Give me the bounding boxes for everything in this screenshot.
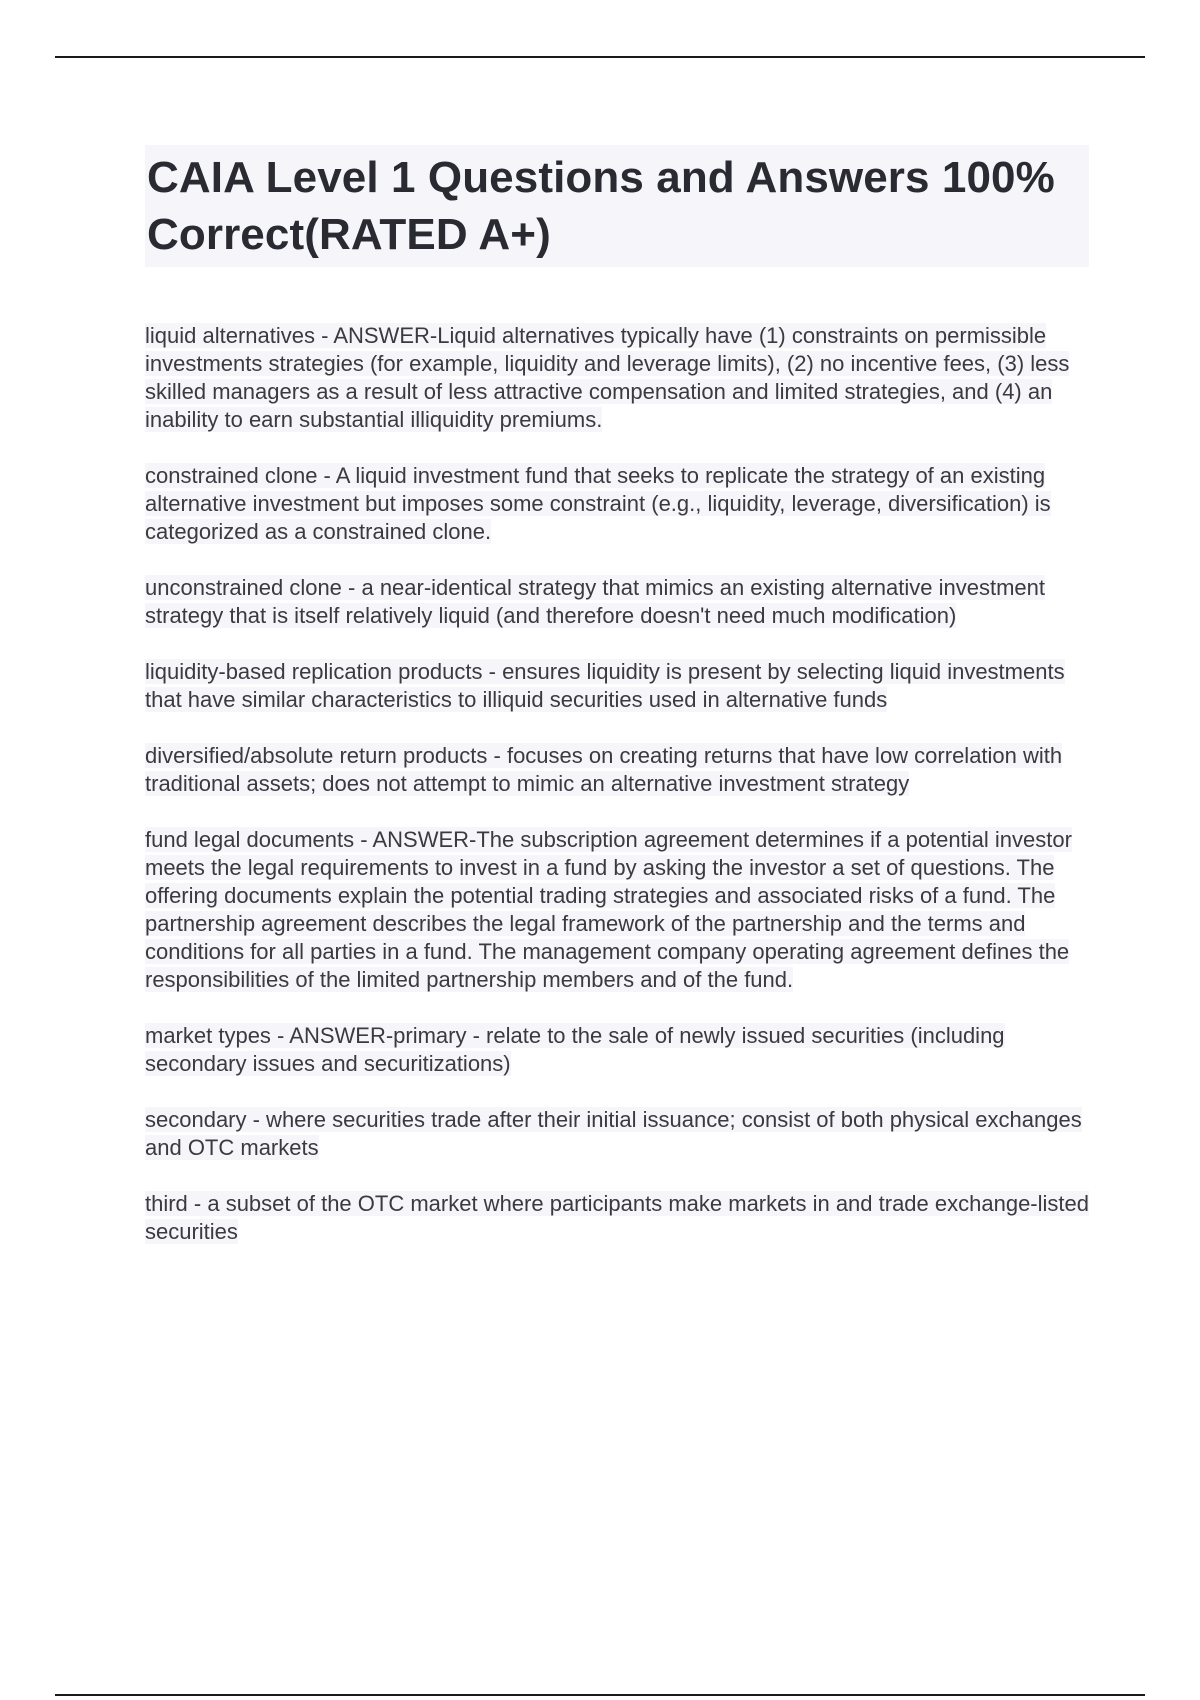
qa-entry-market-types — [145, 1022, 1089, 1078]
qa-entry-text: unconstrained clone - a near-identical strategy that mimics an existing alternative investment strategy that is itself relatively liquid (and therefore doesn't need much modification) — [145, 575, 1046, 628]
qa-entries — [145, 322, 1089, 1246]
qa-entry-constrained-clone — [145, 462, 1089, 546]
title-block — [145, 145, 1089, 267]
document-title: CAIA Level 1 Questions and Answers 100% Correct(RATED A+) — [147, 153, 1055, 259]
qa-entry-text: fund legal documents - ANSWER-The subscription agreement determines if a potential investor meets the legal requirements to invest in a fund by asking the investor a set of questions. The offering documents explain the potential trading strategies and associated risks of a fund. The partnership agreement describes the legal framework of the partnership and the terms and conditions for all parties in a fund. The management company operating agreement defines the responsibilities of the limited partnership members and of the fund. — [145, 827, 1072, 992]
header-rule — [55, 56, 1145, 58]
qa-entry-liquidity-based-replication — [145, 658, 1089, 714]
footer-rule — [55, 1694, 1145, 1696]
qa-entry-text: constrained clone - A liquid investment fund that seeks to replicate the strategy of an existing alternative investment but imposes some constraint (e.g., liquidity, leverage, diversification) is categorized as a constrained clone. — [145, 463, 1051, 544]
qa-entry-diversified-absolute-return — [145, 742, 1089, 798]
qa-entry-text: liquidity-based replication products - ensures liquidity is present by selecting liquid investments that have similar characteristics to illiquid securities used in alternative funds — [145, 659, 1065, 712]
qa-entry-secondary — [145, 1106, 1089, 1162]
qa-entry-text: secondary - where securities trade after their initial issuance; consist of both physical exchanges and OTC markets — [145, 1107, 1082, 1160]
document-page — [145, 145, 1089, 1274]
qa-entry-fund-legal-documents — [145, 826, 1089, 994]
qa-entry-text: third - a subset of the OTC market where participants make markets in and trade exchange-listed securities — [145, 1191, 1089, 1244]
qa-entry-third — [145, 1190, 1089, 1246]
qa-entry-unconstrained-clone — [145, 574, 1089, 630]
qa-entry-text: market types - ANSWER-primary - relate to the sale of newly issued securities (including secondary issues and securitizations) — [145, 1023, 1005, 1076]
qa-entry-liquid-alternatives — [145, 322, 1089, 434]
qa-entry-text: liquid alternatives - ANSWER-Liquid alternatives typically have (1) constraints on permissible investments strategies (for example, liquidity and leverage limits), (2) no incentive fees, (3) less skilled managers as a result of less attractive compensation and limited strategies, and (4) an inability to earn substantial illiquidity premiums. — [145, 323, 1070, 432]
qa-entry-text: diversified/absolute return products - focuses on creating returns that have low correlation with traditional assets; does not attempt to mimic an alternative investment strategy — [145, 743, 1063, 796]
